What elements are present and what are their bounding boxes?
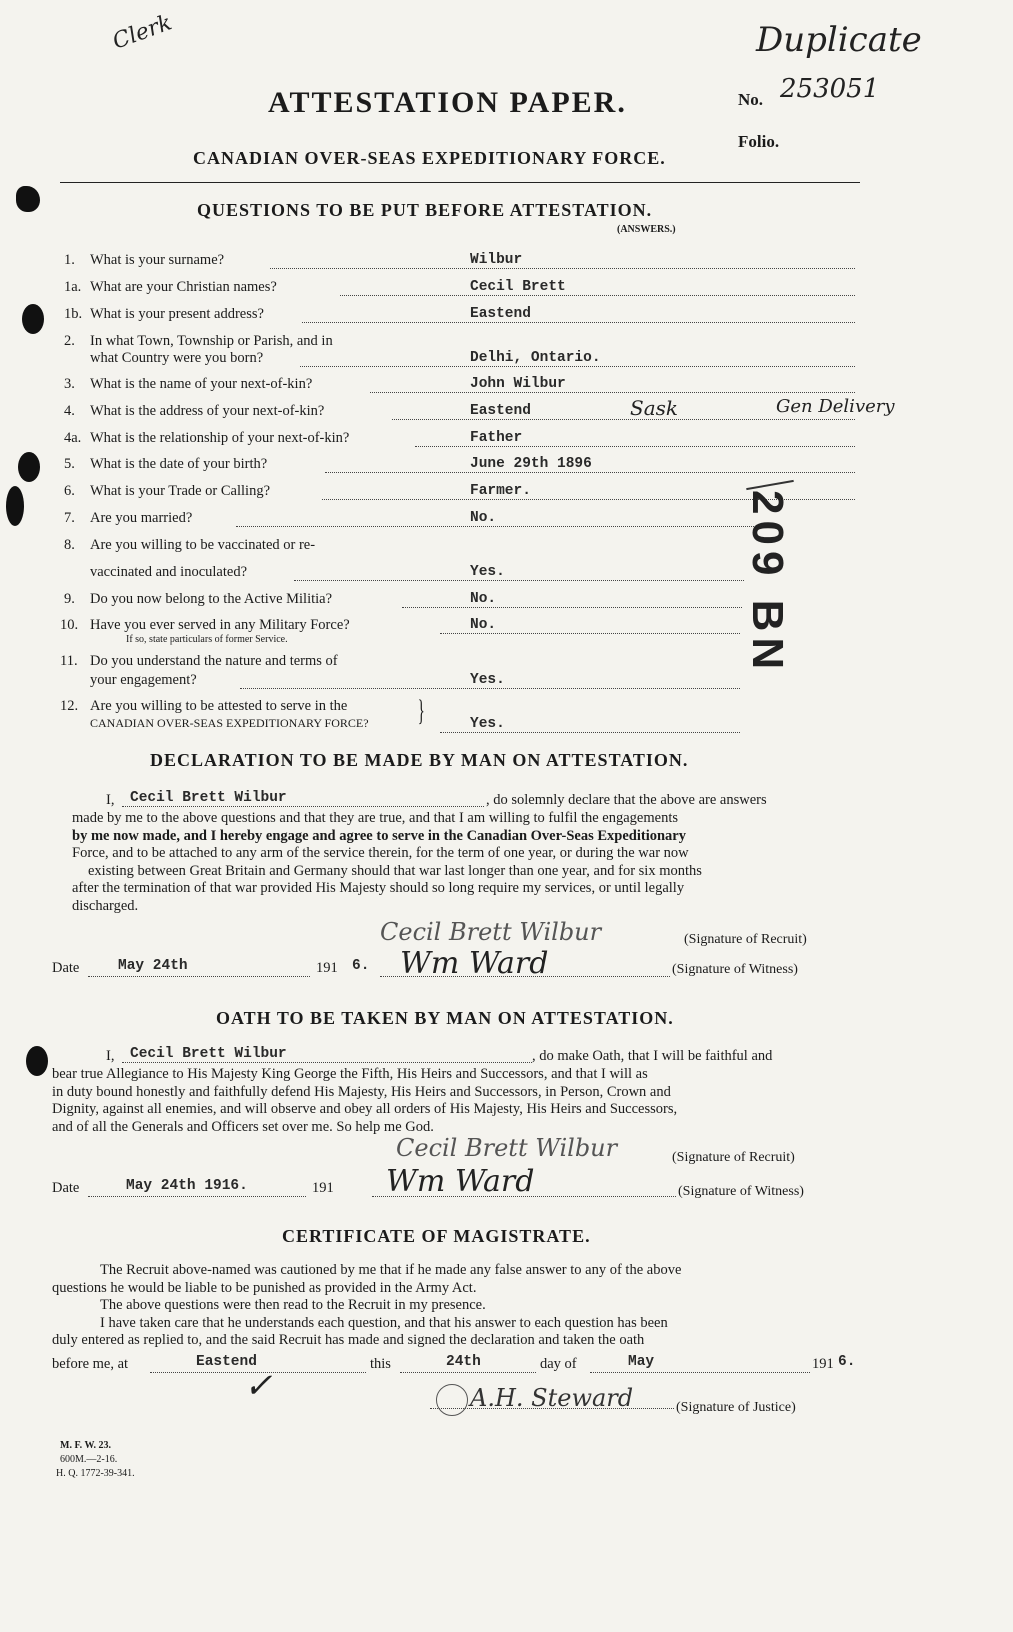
declaration-line-1: , do solemnly declare that the above are answers (486, 792, 767, 808)
certificate-line: I have taken care that he understands each question, and that his answer to each question has been (100, 1314, 668, 1331)
answer-willing-attested: Yes. (470, 716, 505, 732)
order-number: H. Q. 1772-39-341. (56, 1468, 135, 1479)
certificate-place: Eastend (196, 1354, 257, 1370)
question-text-cont: what Country were you born? (90, 350, 264, 366)
declaration-lead: I, (106, 792, 115, 808)
witness-signature: Wm Ward (400, 946, 549, 981)
declaration-date: May 24th (118, 958, 188, 974)
year-suffix: 6. (352, 958, 370, 974)
question-text: What is your Trade or Calling? (90, 483, 271, 499)
question-text-cont: your engagement? (90, 672, 197, 688)
answer-line (370, 392, 855, 393)
oath-body (52, 1066, 862, 1136)
duplicate-note: Duplicate (756, 20, 922, 60)
question-text-cont: vaccinated and inoculated? (90, 564, 248, 580)
corner-note: Clerk (109, 10, 176, 55)
declaration-line: made by me to the above questions and that they are true, and that I am willing to fulfil the engagements (72, 810, 679, 826)
declaration-body (72, 810, 862, 916)
question-text: Have you ever served in any Military Force? (90, 617, 350, 633)
day-line (400, 1372, 536, 1373)
answer-line (415, 446, 855, 447)
print-run: 600M.—2-16. (60, 1454, 118, 1465)
day-of-label: day of (540, 1356, 577, 1372)
witness-signature-label: (Signature of Witness) (678, 1184, 804, 1199)
question-number: 9. (64, 591, 75, 607)
brace: } (417, 694, 425, 727)
punch-hole (18, 452, 40, 482)
date-label: Date (52, 1180, 80, 1196)
oath-heading: OATH TO BE TAKEN BY MAN ON ATTESTATION. (216, 1008, 674, 1028)
oath-line: bear true Allegiance to His Majesty King George the Fifth, His Heirs and Successors, and that I will as (52, 1066, 648, 1082)
page-title: ATTESTATION PAPER. (268, 86, 627, 119)
question-number: 12. (60, 698, 79, 714)
answer-understand: Yes. (470, 672, 505, 688)
question-number: 7. (64, 510, 75, 526)
question-text: What is the name of your next-of-kin? (90, 376, 313, 392)
answer-relationship: Father (470, 430, 523, 446)
witness-signature: Wm Ward (386, 1164, 535, 1199)
justice-signature-label: (Signature of Justice) (676, 1400, 796, 1415)
question-text: Do you now belong to the Active Militia? (90, 591, 333, 607)
answer-line (325, 472, 855, 473)
declaration-name: Cecil Brett Wilbur (130, 790, 287, 806)
certificate-heading: CERTIFICATE OF MAGISTRATE. (282, 1226, 591, 1246)
answer-line (440, 633, 740, 634)
certificate-month: May (628, 1354, 655, 1370)
question-text: Do you understand the nature and terms of (90, 653, 338, 669)
recruit-signature: Cecil Brett Wilbur (396, 1134, 618, 1162)
question-note: If so, state particulars of former Service. (126, 634, 288, 645)
oath-name: Cecil Brett Wilbur (130, 1046, 287, 1062)
answer-line (440, 732, 740, 733)
answer-married: No. (470, 510, 497, 526)
witness-signature-label: (Signature of Witness) (672, 962, 798, 977)
answer-line (340, 295, 855, 296)
handwritten-province: Sask (630, 396, 679, 420)
oath-line: Dignity, against all enemies, and will observe and obey all orders of His Majesty, His Heirs and Successors, (52, 1101, 678, 1118)
question-number: 4. (64, 403, 75, 419)
year-prefix: 191 (812, 1356, 834, 1372)
certificate-day: 24th (446, 1354, 481, 1370)
date-line (88, 976, 310, 977)
oath-line-1: , do make Oath, that I will be faithful and (532, 1048, 773, 1064)
year-prefix: 191 (316, 960, 338, 976)
answer-birth-date: June 29th 1896 (470, 456, 592, 472)
handwritten-delivery: Gen Delivery (776, 396, 895, 417)
question-number: 1b. (64, 306, 83, 322)
question-number: 6. (64, 483, 75, 499)
question-number: 8. (64, 537, 75, 553)
question-number: 3. (64, 376, 75, 392)
question-number: 5. (64, 456, 75, 472)
question-text: What is your present address? (90, 306, 264, 322)
answers-label: (ANSWERS.) (617, 224, 676, 235)
question-text-cont: CANADIAN OVER-SEAS EXPEDITIONARY FORCE? (90, 716, 369, 730)
folio-label: Folio. (738, 132, 780, 151)
answer-militia: No. (470, 591, 497, 607)
recruit-signature: Cecil Brett Wilbur (380, 918, 602, 946)
recruit-signature-label: (Signature of Recruit) (672, 1150, 795, 1165)
question-text: What is your surname? (90, 252, 225, 268)
question-text: Are you willing to be attested to serve in the (90, 698, 348, 714)
declaration-heading: DECLARATION TO BE MADE BY MAN ON ATTESTATION. (150, 750, 689, 770)
recruit-signature-label: (Signature of Recruit) (684, 932, 807, 947)
answer-trade: Farmer. (470, 483, 531, 499)
year-prefix: 191 (312, 1180, 334, 1196)
date-line (88, 1196, 306, 1197)
certificate-body (52, 1262, 862, 1350)
question-text: Are you willing to be vaccinated or re- (90, 537, 316, 553)
answer-military-service: No. (470, 617, 497, 633)
question-text: Are you married? (90, 510, 193, 526)
month-line (590, 1372, 810, 1373)
battalion-stamp: 209 BN (743, 490, 792, 676)
divider (60, 182, 860, 183)
certificate-line: The above questions were then read to the Recruit in my presence. (100, 1297, 486, 1314)
punch-hole (26, 1046, 48, 1076)
answer-line (392, 419, 855, 420)
certificate-line: duly entered as replied to, and the said Recruit has made and signed the declaration and taken the oath (52, 1332, 645, 1349)
certificate-line: The Recruit above-named was cautioned by me that if he made any false answer to any of the above (100, 1262, 682, 1278)
handwritten-mark: ✓ (244, 1366, 273, 1406)
answer-address: Eastend (470, 306, 531, 322)
stamp-mark (746, 480, 794, 490)
questions-heading: QUESTIONS TO BE PUT BEFORE ATTESTATION. (197, 200, 653, 220)
punch-hole (6, 486, 24, 526)
answer-line (240, 688, 740, 689)
justice-signature: A.H. Steward (470, 1384, 634, 1412)
answer-line (294, 580, 744, 581)
question-number: 1a. (64, 279, 82, 295)
question-text: What is the relationship of your next-of-kin? (90, 430, 350, 446)
answer-line (300, 366, 855, 367)
oath-line: in duty bound honestly and faithfully defend His Majesty, His Heirs and Successors, in Person, Crown and (52, 1083, 671, 1100)
question-number: 10. (60, 617, 79, 633)
before-label: before me, at (52, 1356, 129, 1372)
declaration-line: after the termination of that war provided His Majesty should so long require my services, or until legally (72, 880, 685, 897)
form-code: M. F. W. 23. (60, 1440, 112, 1451)
magistrate-seal (436, 1384, 468, 1416)
question-text: What are your Christian names? (90, 279, 277, 295)
year-suffix: 6. (838, 1354, 856, 1370)
regimental-number: 253051 (780, 74, 880, 104)
answer-surname: Wilbur (470, 252, 523, 268)
answer-line (270, 268, 855, 269)
answer-next-of-kin-address: Eastend (470, 403, 531, 419)
answer-birthplace: Delhi, Ontario. (470, 350, 601, 366)
answer-line (402, 607, 742, 608)
answer-line (236, 526, 756, 527)
date-label: Date (52, 960, 80, 976)
oath-line: and of all the Generals and Officers set over me. So help me God. (52, 1118, 434, 1135)
answer-line (302, 322, 855, 323)
question-number: 11. (60, 653, 78, 669)
declaration-line: existing between Great Britain and Germany should that war last longer than one year, and for six months (88, 862, 702, 879)
certificate-line: questions he would be liable to be punished as provided in the Army Act. (52, 1279, 477, 1296)
question-number: 1. (64, 252, 75, 268)
oath-lead: I, (106, 1048, 115, 1064)
declaration-line: Force, and to be attached to any arm of the service therein, for the term of one year, or during the war now (72, 845, 689, 862)
ink-blot (16, 186, 40, 212)
punch-hole (22, 304, 44, 334)
page-subtitle: CANADIAN OVER-SEAS EXPEDITIONARY FORCE. (193, 148, 666, 168)
answer-next-of-kin: John Wilbur (470, 376, 566, 392)
question-text: What is the date of your birth? (90, 456, 268, 472)
declaration-line: by me now made, and I hereby engage and agree to serve in the Canadian Over-Seas Expeditionary (72, 827, 686, 844)
this-label: this (370, 1356, 391, 1372)
number-label: No. (738, 90, 764, 109)
question-text: What is the address of your next-of-kin? (90, 403, 325, 419)
question-text: In what Town, Township or Parish, and in (90, 333, 333, 349)
answer-vaccinated: Yes. (470, 564, 505, 580)
oath-date: May 24th 1916. (126, 1178, 248, 1194)
question-number: 4a. (64, 430, 82, 446)
answer-christian-names: Cecil Brett (470, 279, 566, 295)
declaration-line: discharged. (72, 897, 139, 914)
question-number: 2. (64, 333, 75, 349)
